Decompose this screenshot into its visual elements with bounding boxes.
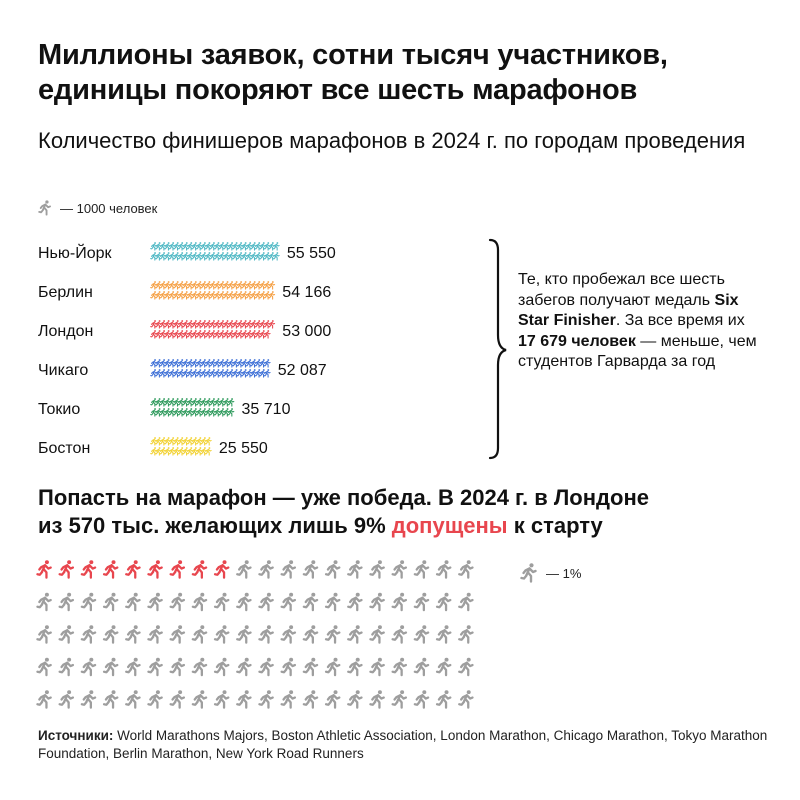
runner-applicant (171, 690, 184, 707)
runner-applicant (60, 593, 73, 610)
value-label: 54 166 (282, 284, 332, 301)
main-title-line-2: единицы покоряют все шесть марафонов (38, 74, 638, 106)
runner-applicant (259, 625, 272, 642)
runner-applicant (348, 690, 361, 707)
runner-applicant (370, 625, 383, 642)
runner-applicant (82, 690, 95, 707)
runner-icon (520, 563, 538, 583)
runner-applicant (459, 658, 472, 675)
runner-mark (273, 242, 279, 250)
runner-applicant (104, 658, 117, 675)
sources (38, 727, 768, 763)
value-label: 25 550 (218, 440, 268, 457)
runner-applicant (171, 625, 184, 642)
runner-mark (228, 398, 234, 406)
percent-legend-label: — 1% (546, 565, 582, 581)
runner-applicant (393, 625, 406, 642)
runner-applicant (215, 658, 228, 675)
runner-applicant (193, 658, 206, 675)
runner-applicant (82, 593, 95, 610)
runner-applicant (282, 560, 295, 577)
runner-applicant (126, 593, 139, 610)
runner-applicant (193, 690, 206, 707)
section-headline-line-1: Попаcть на марафон — уже победа. В 2024 г. в Лондоне (38, 485, 649, 510)
headline-highlight: допущены (391, 513, 508, 538)
runner-applicant (148, 625, 161, 642)
runner-applicant (348, 625, 361, 642)
runner-applicant (60, 690, 73, 707)
runner-applicant (348, 658, 361, 675)
runner-applicant (459, 560, 472, 577)
value-label: 52 087 (277, 362, 327, 379)
runner-applicant (104, 593, 117, 610)
section-headline-line-2 (38, 512, 778, 540)
runner-applicant (326, 658, 339, 675)
unit-legend-1000 (38, 199, 157, 217)
runner-applicant (459, 690, 472, 707)
runner-admitted (60, 560, 73, 577)
category-label: Бостон (38, 440, 91, 457)
runner-applicant (304, 658, 317, 675)
runner-applicant (304, 690, 317, 707)
runner-applicant (282, 658, 295, 675)
runner-admitted (148, 560, 161, 577)
runner-applicant (415, 690, 428, 707)
runner-mark (264, 369, 270, 377)
runner-applicant (104, 690, 117, 707)
runner-admitted (126, 560, 139, 577)
runner-applicant (171, 593, 184, 610)
runner-admitted (37, 560, 50, 577)
runner-applicant (437, 625, 450, 642)
runner-applicant (237, 690, 250, 707)
runner-mark (268, 291, 274, 299)
category-label: Токио (38, 401, 81, 418)
category-label: Нью-Йорк (38, 245, 112, 262)
runner-applicant (171, 658, 184, 675)
category-label: Чикаго (38, 362, 89, 379)
runner-mark (268, 281, 274, 289)
runner-applicant (326, 560, 339, 577)
runner-applicant (393, 593, 406, 610)
runner-admitted (104, 560, 117, 577)
runner-applicant (282, 690, 295, 707)
runner-applicant (126, 625, 139, 642)
runner-applicant (415, 625, 428, 642)
runner-applicant (370, 690, 383, 707)
runner-applicant (326, 625, 339, 642)
note-text-2: . За все время их (615, 312, 745, 329)
note-medal-name: Six Star Finisher (518, 291, 739, 329)
runner-applicant (437, 690, 450, 707)
runner-applicant (415, 593, 428, 610)
runner-applicant (393, 560, 406, 577)
unit-legend-percent (520, 563, 581, 583)
runner-applicant (437, 658, 450, 675)
runner-applicant (148, 690, 161, 707)
sources-label: Источники: (38, 728, 114, 743)
runner-mark (264, 330, 270, 338)
runner-applicant (215, 593, 228, 610)
runner-applicant (215, 690, 228, 707)
value-label: 55 550 (286, 245, 336, 262)
runner-icon (38, 200, 52, 216)
runner-applicant (82, 625, 95, 642)
runner-applicant (437, 560, 450, 577)
runner-mark (205, 437, 211, 445)
category-label: Берлин (38, 284, 93, 301)
runner-applicant (60, 625, 73, 642)
applicants-waffle-chart (36, 560, 486, 710)
runner-applicant (282, 593, 295, 610)
sources-text: World Marathons Majors, Boston Athletic Association, London Marathon, Chicago Marathon, Tokyo Marathon Foundation, Berlin Marathon, New York Road Runners (38, 728, 768, 761)
runner-applicant (104, 625, 117, 642)
runner-applicant (237, 560, 250, 577)
group-brace (490, 240, 506, 458)
runner-applicant (37, 593, 50, 610)
runner-admitted (82, 560, 95, 577)
note-text-3: — меньше, чем студентов Гарварда за год (518, 332, 757, 370)
runner-applicant (415, 658, 428, 675)
runner-admitted (171, 560, 184, 577)
runner-applicant (304, 625, 317, 642)
runner-mark (268, 320, 274, 328)
runner-applicant (393, 658, 406, 675)
runner-applicant (259, 560, 272, 577)
runner-applicant (148, 593, 161, 610)
runner-mark (205, 447, 211, 455)
runner-applicant (437, 593, 450, 610)
runner-applicant (37, 658, 50, 675)
unit-legend-label: — 1000 человек (60, 200, 158, 216)
runner-applicant (370, 560, 383, 577)
runner-applicant (237, 658, 250, 675)
runner-mark (264, 359, 270, 367)
runner-applicant (126, 658, 139, 675)
runner-applicant (259, 690, 272, 707)
runner-mark (228, 408, 234, 416)
runner-applicant (237, 625, 250, 642)
value-label: 53 000 (282, 323, 332, 340)
runner-applicant (259, 593, 272, 610)
runner-applicant (37, 625, 50, 642)
runner-applicant (348, 593, 361, 610)
runner-applicant (193, 625, 206, 642)
runner-applicant (237, 593, 250, 610)
runner-mark (273, 252, 279, 260)
runner-admitted (193, 560, 206, 577)
main-title-line-1: Миллионы заявок, сотни тысяч участников, (38, 39, 668, 71)
six-star-note (518, 270, 758, 373)
runner-applicant (370, 658, 383, 675)
runner-applicant (282, 625, 295, 642)
section-headline (38, 484, 778, 540)
runner-applicant (304, 560, 317, 577)
headline-text-a: из 570 тыс. желающих лишь 9% (38, 513, 392, 538)
main-title (38, 38, 778, 108)
note-text-1: Те, кто пробежал все шесть забегов получают медаль (518, 271, 725, 309)
category-label: Лондон (38, 323, 94, 340)
runner-applicant (348, 560, 361, 577)
runner-applicant (82, 658, 95, 675)
headline-text-b: к старту (507, 513, 603, 538)
runner-applicant (148, 658, 161, 675)
runner-applicant (459, 593, 472, 610)
runner-applicant (126, 690, 139, 707)
runner-applicant (60, 658, 73, 675)
runner-admitted (215, 560, 228, 577)
note-count: 17 679 человек (518, 332, 636, 350)
runner-applicant (370, 593, 383, 610)
runner-applicant (37, 690, 50, 707)
runner-applicant (415, 560, 428, 577)
runner-applicant (393, 690, 406, 707)
chart-subtitle: Количество финишеров марафонов в 2024 г. по городам проведения (38, 128, 746, 153)
runner-applicant (326, 690, 339, 707)
value-label: 35 710 (241, 401, 291, 418)
runner-applicant (215, 625, 228, 642)
runner-applicant (193, 593, 206, 610)
runner-applicant (304, 593, 317, 610)
runner-applicant (459, 625, 472, 642)
runner-applicant (259, 658, 272, 675)
runner-applicant (326, 593, 339, 610)
